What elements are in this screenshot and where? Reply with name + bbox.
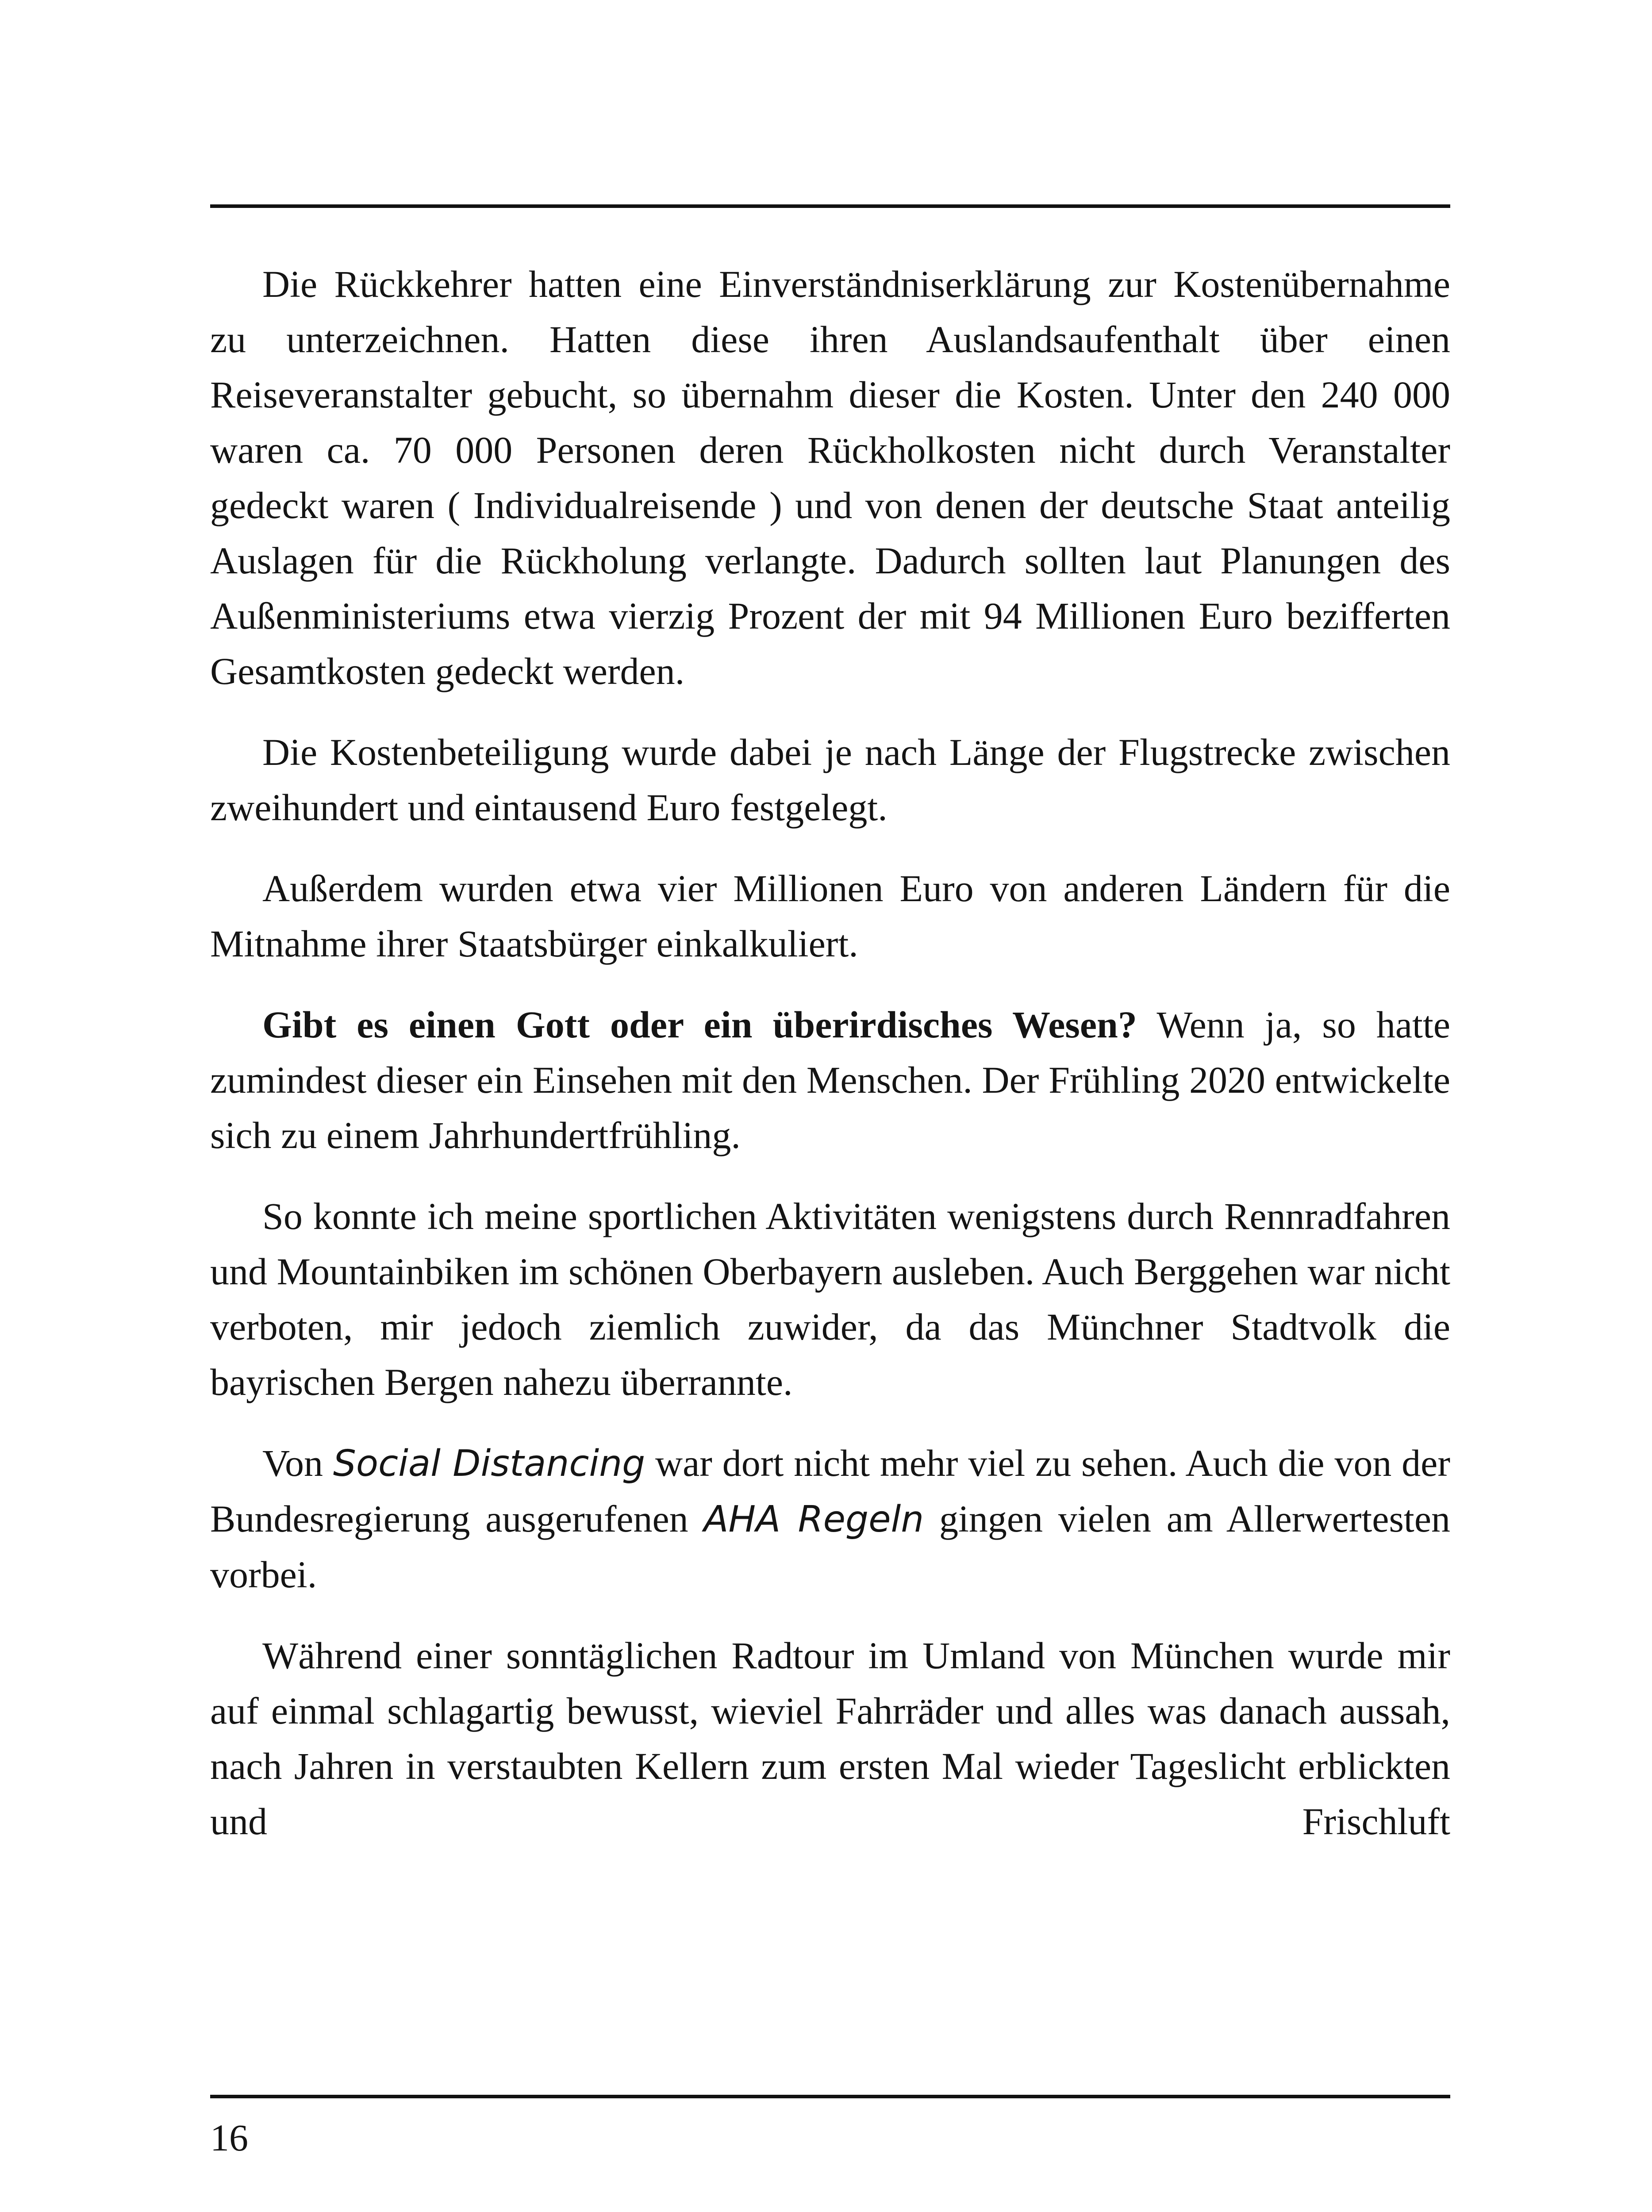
body-text (210, 257, 1450, 1849)
paragraph-bike-tour: Während einer sonntäglichen Radtour im Umland von München wurde mir auf einmal schlagartig bewusst, wieviel Fahrräder und alles was danach aussah, nach Jahren in verstaubten Kellern zum ersten Mal wieder Tageslicht erblickten und Frischluft (210, 1634, 1450, 1843)
paragraph-sports: So konnte ich meine sportlichen Aktivitäten wenigstens durch Rennradfahren und Mountainbiken im schönen Oberbayern ausleben. Auch Berggehen war nicht verboten, mir jedoch ziemlich zuwider, da das Münchner Stadtvolk die bayrischen Bergen nahezu überrannte. (210, 1195, 1450, 1403)
bold-question: Gibt es einen Gott oder ein überirdisches Wesen? (262, 1003, 1137, 1046)
distancing-text-c: gingen vielen am Allerwertesten vorbei. (210, 1498, 1450, 1596)
paragraph-cost-sharing: Die Kostenbeteiligung wurde dabei je nach Länge der Flugstrecke zwischen zweihundert und eintausend Euro festgelegt. (210, 731, 1450, 829)
page-number: 16 (210, 2116, 248, 2159)
paragraph-other-countries: Außerdem wurden etwa vier Millionen Euro von anderen Ländern für die Mitnahme ihrer Staatsbürger einkalkuliert. (210, 867, 1450, 965)
bottom-rule (210, 2095, 1450, 2098)
italic-social-distancing: Social Distancing (333, 1443, 645, 1485)
top-rule (210, 204, 1450, 208)
distancing-text-a: Von (262, 1442, 333, 1484)
paragraph-repatriation-costs: Die Rückkehrer hatten eine Einverständniserklärung zur Kostenübernahme zu unterzeichnen. Hatten diese ihren Auslandsaufenthalt über einen Reiseveranstalter gebucht, so übernahm dieser die Kosten. Unter den 240 000 waren ca. 70 000 Personen deren Rückholkosten nicht durch Veranstalter gedeckt waren ( Individualreisende ) und von denen der deutsche Staat anteilig Auslagen für die Rückholung verlangte. Dadurch sollten laut Planungen des Außenministeriums etwa vierzig Prozent der mit 94 Millionen Euro bezifferten Gesamtkosten gedeckt werden. (210, 263, 1450, 692)
italic-aha-rules: AHA Regeln (703, 1498, 924, 1540)
paragraph-distancing (210, 1436, 1450, 1602)
distancing-text-b: war dort nicht mehr viel zu sehen. Auch die von der Bundesregierung ausgerufenen (210, 1442, 1450, 1540)
paragraph-spring (210, 997, 1450, 1163)
paragraph-spring-text: Wenn ja, so hatte zumindest dieser ein Einsehen mit den Menschen. Der Frühling 2020 entwickelte sich zu einem Jahrhundertfrühling. (210, 1003, 1451, 1156)
